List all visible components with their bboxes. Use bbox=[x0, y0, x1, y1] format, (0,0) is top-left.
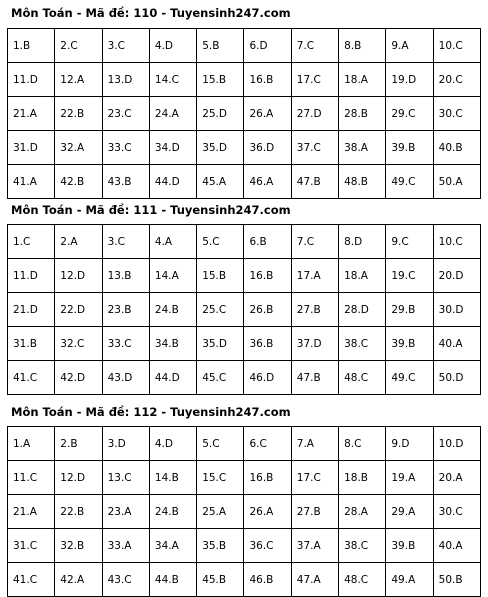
answer-cell: 15.B bbox=[197, 259, 244, 293]
answer-cell: 8.C bbox=[339, 427, 386, 461]
answer-cell: 11.D bbox=[8, 63, 55, 97]
answer-cell: 45.C bbox=[197, 361, 244, 395]
answer-cell: 17.A bbox=[291, 259, 338, 293]
answer-cell: 13.D bbox=[102, 63, 149, 97]
answer-cell: 30.D bbox=[433, 293, 480, 327]
answer-cell: 10.D bbox=[433, 427, 480, 461]
table-row bbox=[8, 165, 481, 199]
answer-cell: 37.C bbox=[291, 131, 338, 165]
table-row bbox=[8, 29, 481, 63]
answer-cell: 18.A bbox=[339, 259, 386, 293]
answer-cell: 34.B bbox=[149, 327, 196, 361]
answer-table bbox=[7, 426, 481, 597]
answer-cell: 6.B bbox=[244, 225, 291, 259]
answer-cell: 7.C bbox=[291, 225, 338, 259]
answer-cell: 8.D bbox=[339, 225, 386, 259]
answer-cell: 22.B bbox=[55, 97, 102, 131]
answer-cell: 36.C bbox=[244, 529, 291, 563]
answer-cell: 31.B bbox=[8, 327, 55, 361]
answer-cell: 30.C bbox=[433, 97, 480, 131]
answer-cell: 5.C bbox=[197, 225, 244, 259]
answer-table bbox=[7, 28, 481, 199]
answer-cell: 31.D bbox=[8, 131, 55, 165]
answer-cell: 4.D bbox=[149, 427, 196, 461]
answer-cell: 26.A bbox=[244, 97, 291, 131]
answer-cell: 41.C bbox=[8, 563, 55, 597]
answer-cell: 16.B bbox=[244, 63, 291, 97]
answer-cell: 43.B bbox=[102, 165, 149, 199]
answer-cell: 13.B bbox=[102, 259, 149, 293]
answer-cell: 9.A bbox=[386, 29, 433, 63]
answer-cell: 43.C bbox=[102, 563, 149, 597]
answer-cell: 1.A bbox=[8, 427, 55, 461]
answer-cell: 21.D bbox=[8, 293, 55, 327]
answer-cell: 27.B bbox=[291, 495, 338, 529]
answer-cell: 28.A bbox=[339, 495, 386, 529]
answer-cell: 33.C bbox=[102, 327, 149, 361]
answer-cell: 12.D bbox=[55, 259, 102, 293]
answer-cell: 47.A bbox=[291, 563, 338, 597]
table-row bbox=[8, 293, 481, 327]
answer-cell: 44.D bbox=[149, 361, 196, 395]
answer-cell: 42.B bbox=[55, 165, 102, 199]
table-row bbox=[8, 361, 481, 395]
table-row bbox=[8, 259, 481, 293]
answer-cell: 47.B bbox=[291, 361, 338, 395]
answer-cell: 39.B bbox=[386, 327, 433, 361]
answer-cell: 49.C bbox=[386, 361, 433, 395]
answer-cell: 35.D bbox=[197, 327, 244, 361]
answer-cell: 50.B bbox=[433, 563, 480, 597]
answer-cell: 39.B bbox=[386, 529, 433, 563]
table-row bbox=[8, 529, 481, 563]
answer-cell: 16.B bbox=[244, 461, 291, 495]
answer-cell: 34.A bbox=[149, 529, 196, 563]
answer-cell: 6.C bbox=[244, 427, 291, 461]
answer-cell: 42.D bbox=[55, 361, 102, 395]
answer-cell: 21.A bbox=[8, 495, 55, 529]
answer-cell: 48.B bbox=[339, 165, 386, 199]
table-row bbox=[8, 131, 481, 165]
answer-cell: 2.C bbox=[55, 29, 102, 63]
answer-cell: 14.A bbox=[149, 259, 196, 293]
answer-cell: 2.A bbox=[55, 225, 102, 259]
answer-cell: 15.C bbox=[197, 461, 244, 495]
answer-cell: 48.C bbox=[339, 361, 386, 395]
answer-cell: 38.C bbox=[339, 327, 386, 361]
answer-cell: 24.B bbox=[149, 293, 196, 327]
answer-cell: 29.B bbox=[386, 293, 433, 327]
answer-cell: 29.C bbox=[386, 97, 433, 131]
answer-cell: 50.A bbox=[433, 165, 480, 199]
answer-cell: 23.C bbox=[102, 97, 149, 131]
table-row bbox=[8, 563, 481, 597]
answer-cell: 32.C bbox=[55, 327, 102, 361]
answer-cell: 46.A bbox=[244, 165, 291, 199]
answer-cell: 5.C bbox=[197, 427, 244, 461]
answer-cell: 3.C bbox=[102, 29, 149, 63]
answer-cell: 37.A bbox=[291, 529, 338, 563]
answer-cell: 43.D bbox=[102, 361, 149, 395]
answer-cell: 9.C bbox=[386, 225, 433, 259]
answer-cell: 32.A bbox=[55, 131, 102, 165]
answer-cell: 13.C bbox=[102, 461, 149, 495]
answer-cell: 1.C bbox=[8, 225, 55, 259]
answer-cell: 32.B bbox=[55, 529, 102, 563]
answer-cell: 14.B bbox=[149, 461, 196, 495]
section-title: Môn Toán - Mã đề: 110 - Tuyensinh247.com bbox=[11, 6, 291, 20]
answer-cell: 27.D bbox=[291, 97, 338, 131]
answer-cell: 38.C bbox=[339, 529, 386, 563]
answer-cell: 35.B bbox=[197, 529, 244, 563]
answer-cell: 20.D bbox=[433, 259, 480, 293]
table-row bbox=[8, 461, 481, 495]
answer-cell: 50.D bbox=[433, 361, 480, 395]
answer-cell: 10.C bbox=[433, 225, 480, 259]
table-row bbox=[8, 495, 481, 529]
answer-cell: 1.B bbox=[8, 29, 55, 63]
answer-cell: 22.D bbox=[55, 293, 102, 327]
answer-cell: 17.C bbox=[291, 461, 338, 495]
answer-cell: 26.B bbox=[244, 293, 291, 327]
answer-cell: 3.D bbox=[102, 427, 149, 461]
answer-cell: 30.C bbox=[433, 495, 480, 529]
answer-cell: 46.B bbox=[244, 563, 291, 597]
answer-cell: 40.A bbox=[433, 529, 480, 563]
answer-cell: 38.A bbox=[339, 131, 386, 165]
answer-cell: 20.C bbox=[433, 63, 480, 97]
answer-cell: 28.B bbox=[339, 97, 386, 131]
answer-cell: 22.B bbox=[55, 495, 102, 529]
answer-cell: 11.D bbox=[8, 259, 55, 293]
section-title: Môn Toán - Mã đề: 112 - Tuyensinh247.com bbox=[11, 405, 291, 419]
answer-cell: 18.A bbox=[339, 63, 386, 97]
answer-cell: 28.D bbox=[339, 293, 386, 327]
answer-cell: 7.C bbox=[291, 29, 338, 63]
answer-cell: 41.C bbox=[8, 361, 55, 395]
answer-cell: 20.A bbox=[433, 461, 480, 495]
answer-cell: 25.C bbox=[197, 293, 244, 327]
answer-cell: 25.A bbox=[197, 495, 244, 529]
answer-cell: 31.C bbox=[8, 529, 55, 563]
answer-cell: 15.B bbox=[197, 63, 244, 97]
answer-cell: 40.B bbox=[433, 131, 480, 165]
answer-cell: 19.D bbox=[386, 63, 433, 97]
answer-cell: 46.D bbox=[244, 361, 291, 395]
answer-cell: 33.A bbox=[102, 529, 149, 563]
answer-cell: 48.C bbox=[339, 563, 386, 597]
answer-cell: 49.A bbox=[386, 563, 433, 597]
answer-cell: 45.A bbox=[197, 165, 244, 199]
answer-cell: 3.C bbox=[102, 225, 149, 259]
table-row bbox=[8, 97, 481, 131]
answer-cell: 12.D bbox=[55, 461, 102, 495]
answer-cell: 49.C bbox=[386, 165, 433, 199]
answer-cell: 19.C bbox=[386, 259, 433, 293]
answer-cell: 34.D bbox=[149, 131, 196, 165]
answer-cell: 6.D bbox=[244, 29, 291, 63]
answer-cell: 37.D bbox=[291, 327, 338, 361]
answer-cell: 47.B bbox=[291, 165, 338, 199]
answer-cell: 11.C bbox=[8, 461, 55, 495]
answer-cell: 26.A bbox=[244, 495, 291, 529]
section-title: Môn Toán - Mã đề: 111 - Tuyensinh247.com bbox=[11, 203, 291, 217]
answer-cell: 16.B bbox=[244, 259, 291, 293]
answer-cell: 12.A bbox=[55, 63, 102, 97]
answer-cell: 44.B bbox=[149, 563, 196, 597]
answer-cell: 25.D bbox=[197, 97, 244, 131]
answer-cell: 36.D bbox=[244, 131, 291, 165]
answer-cell: 21.A bbox=[8, 97, 55, 131]
answer-cell: 41.A bbox=[8, 165, 55, 199]
answer-cell: 4.D bbox=[149, 29, 196, 63]
answer-cell: 39.B bbox=[386, 131, 433, 165]
answer-cell: 2.B bbox=[55, 427, 102, 461]
answer-cell: 10.C bbox=[433, 29, 480, 63]
answer-cell: 5.B bbox=[197, 29, 244, 63]
answer-cell: 29.A bbox=[386, 495, 433, 529]
answer-cell: 36.B bbox=[244, 327, 291, 361]
answer-cell: 42.A bbox=[55, 563, 102, 597]
answer-cell: 44.D bbox=[149, 165, 196, 199]
table-row bbox=[8, 225, 481, 259]
answer-cell: 35.D bbox=[197, 131, 244, 165]
table-row bbox=[8, 63, 481, 97]
answer-cell: 9.D bbox=[386, 427, 433, 461]
answer-cell: 23.B bbox=[102, 293, 149, 327]
answer-cell: 40.A bbox=[433, 327, 480, 361]
answer-cell: 23.A bbox=[102, 495, 149, 529]
answer-cell: 8.B bbox=[339, 29, 386, 63]
answer-cell: 45.B bbox=[197, 563, 244, 597]
table-row bbox=[8, 427, 481, 461]
answer-cell: 17.C bbox=[291, 63, 338, 97]
answer-cell: 7.A bbox=[291, 427, 338, 461]
answer-cell: 24.A bbox=[149, 97, 196, 131]
answer-cell: 24.B bbox=[149, 495, 196, 529]
answer-cell: 18.B bbox=[339, 461, 386, 495]
answer-cell: 14.C bbox=[149, 63, 196, 97]
table-row bbox=[8, 327, 481, 361]
answer-cell: 4.A bbox=[149, 225, 196, 259]
answer-table bbox=[7, 224, 481, 395]
answer-cell: 19.A bbox=[386, 461, 433, 495]
answer-cell: 27.B bbox=[291, 293, 338, 327]
answer-cell: 33.C bbox=[102, 131, 149, 165]
